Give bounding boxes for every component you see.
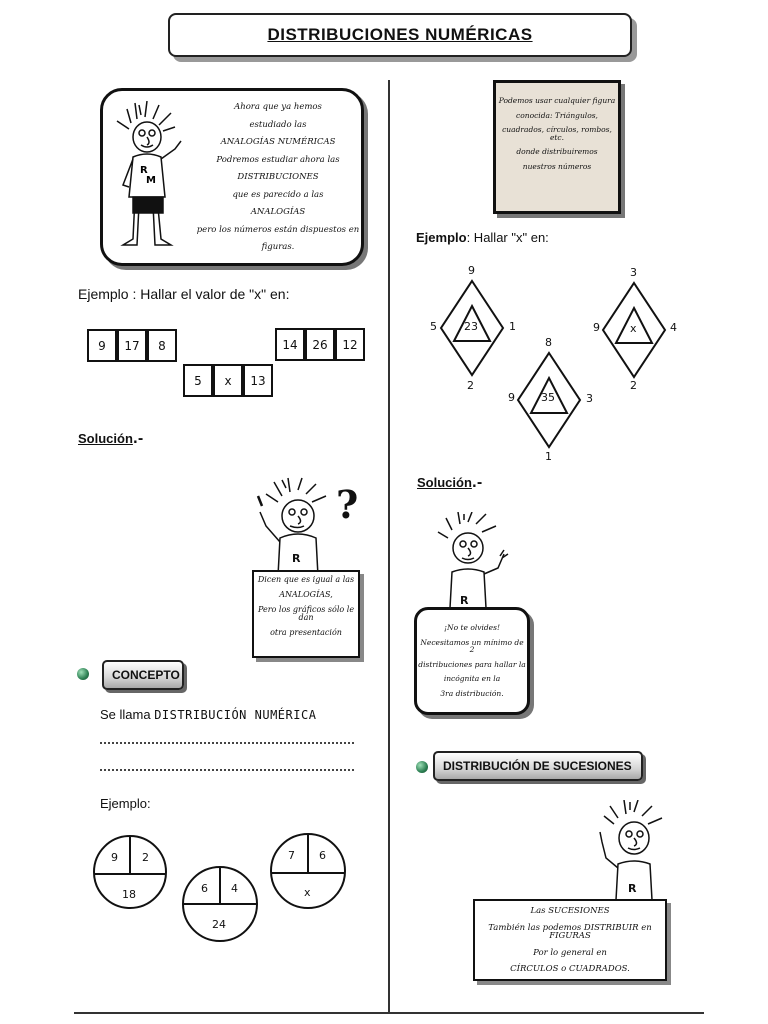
circle-value: 6 bbox=[201, 882, 208, 895]
diamond-value: 3 bbox=[586, 392, 593, 405]
svg-text:R: R bbox=[292, 552, 301, 565]
concept-definition bbox=[100, 707, 316, 722]
example-label-right bbox=[416, 230, 549, 245]
circle-value: 6 bbox=[319, 849, 326, 862]
intro-bubble bbox=[100, 88, 364, 266]
grid-cell: 13 bbox=[243, 364, 273, 397]
concept-text: Se llama bbox=[100, 707, 155, 722]
example-word: Ejemplo bbox=[416, 230, 467, 245]
circle-value: 4 bbox=[231, 882, 238, 895]
intro-line: ANALOGÍAS NUMÉRICAS bbox=[220, 137, 336, 147]
diamond-value: 2 bbox=[630, 379, 637, 392]
grid-cell: x bbox=[213, 364, 243, 397]
intro-line: figuras. bbox=[261, 242, 295, 252]
sequence-line: CÍRCULOS o CUADRADOS. bbox=[510, 964, 630, 974]
intro-text bbox=[195, 103, 361, 252]
bullet-icon bbox=[77, 668, 89, 680]
column-divider bbox=[388, 80, 390, 1014]
analogy-note bbox=[252, 570, 360, 658]
paper-line: cuadrados, círculos, rombos, etc. bbox=[502, 125, 612, 142]
grid-cell: 8 bbox=[147, 329, 177, 362]
circle-distribution-3 bbox=[269, 829, 349, 913]
reminder-line: ¡No te olvides! bbox=[444, 623, 500, 632]
diamond-value: x bbox=[630, 322, 637, 335]
paper-line: conocida: Triángulos, bbox=[516, 110, 598, 120]
student-cartoon-icon bbox=[113, 101, 193, 251]
intro-line: pero los números están dispuestos en bbox=[196, 224, 360, 235]
solution-label-right bbox=[417, 472, 482, 491]
waving-student-icon bbox=[436, 512, 526, 612]
concept-term: DISTRIBUCIÓN NUMÉRICA bbox=[154, 708, 317, 722]
intro-line: Ahora que ya hemos bbox=[234, 102, 322, 112]
grid-cell: 14 bbox=[275, 328, 305, 361]
diamond-value: 9 bbox=[468, 264, 475, 277]
pointing-student-icon bbox=[590, 800, 670, 900]
circle-distribution-1 bbox=[91, 830, 171, 914]
reminder-line: incógnita en la bbox=[443, 674, 501, 683]
circle-value: 24 bbox=[212, 918, 226, 931]
diamond-value: 23 bbox=[464, 320, 478, 333]
example2-label: Ejemplo: bbox=[100, 796, 151, 811]
note-line: ANALOGÍAS, bbox=[279, 590, 333, 599]
intro-line: DISTRIBUCIONES bbox=[237, 172, 319, 182]
example-rest: : Hallar "x" en: bbox=[466, 230, 549, 245]
grid-cell: 12 bbox=[335, 328, 365, 361]
solution-word: Solución bbox=[78, 431, 133, 446]
circle-value: 9 bbox=[111, 851, 118, 864]
svg-text:?: ? bbox=[336, 482, 359, 527]
solution-suffix: .- bbox=[471, 476, 483, 491]
diamond-value: 35 bbox=[541, 391, 555, 404]
reminder-line: 3ra distribución. bbox=[440, 688, 504, 698]
title-banner bbox=[168, 13, 632, 57]
diamond-value: 1 bbox=[545, 450, 552, 463]
circle-value: 2 bbox=[142, 851, 149, 864]
intro-line: ANALOGÍAS bbox=[250, 207, 306, 217]
reminder-line: distribuciones para hallar la bbox=[418, 659, 526, 669]
grid-cell: 26 bbox=[305, 328, 335, 361]
paper-line: nuestros números bbox=[522, 161, 592, 171]
diamond-value: 1 bbox=[509, 320, 516, 333]
blank-line bbox=[100, 742, 354, 744]
bullet-icon bbox=[416, 761, 428, 773]
note-line: otra presentación bbox=[270, 628, 342, 637]
note-line: Pero los gráficos sólo le dan bbox=[257, 605, 355, 622]
diamond-value: 8 bbox=[545, 336, 552, 349]
circle-distribution-2 bbox=[181, 862, 261, 946]
svg-text:R: R bbox=[460, 594, 469, 607]
blank-line bbox=[100, 769, 354, 771]
diamond-value: 9 bbox=[508, 391, 515, 404]
reminder-bubble bbox=[414, 607, 530, 715]
solution-word: Solución bbox=[417, 475, 472, 490]
solution-suffix: .- bbox=[132, 432, 144, 447]
paper-line: Podemos usar cualquier figura bbox=[498, 96, 616, 105]
page-title: DISTRIBUCIONES NUMÉRICAS bbox=[267, 25, 533, 44]
svg-text:M: M bbox=[146, 175, 156, 186]
grid-cell: 9 bbox=[87, 329, 117, 362]
circle-value: 7 bbox=[288, 849, 295, 862]
intro-line: que es parecido a las bbox=[232, 189, 324, 200]
sequence-line: Por lo general en bbox=[533, 947, 607, 958]
circle-value: 18 bbox=[122, 888, 136, 901]
paper-note bbox=[493, 80, 621, 214]
svg-text:R: R bbox=[628, 882, 637, 895]
diamond-value: 4 bbox=[670, 321, 677, 334]
solution-label-left bbox=[78, 428, 143, 447]
reminder-line: Necesitamos un mínimo de 2 bbox=[420, 637, 524, 654]
sequences-pill: DISTRIBUCIÓN DE SUCESIONES bbox=[433, 751, 643, 781]
note-line: Dicen que es igual a las bbox=[257, 575, 355, 584]
diamond-value: 3 bbox=[630, 266, 637, 279]
thinking-student-icon bbox=[252, 476, 362, 576]
concept-pill: CONCEPTO bbox=[102, 660, 184, 690]
svg-text:R: R bbox=[140, 165, 148, 176]
sequences-note bbox=[473, 899, 667, 981]
intro-line: estudiado las bbox=[249, 119, 307, 130]
sequence-line: También las podemos DISTRIBUIR en FIGURAS bbox=[488, 922, 652, 941]
diamond-value: 9 bbox=[593, 321, 600, 334]
circle-value: x bbox=[304, 886, 311, 899]
paper-line: donde distribuiremos bbox=[516, 147, 598, 156]
intro-line: Podremos estudiar ahora las bbox=[216, 154, 340, 165]
example1-label: Ejemplo : Hallar el valor de "x" en: bbox=[78, 286, 290, 302]
bottom-rule bbox=[74, 1012, 704, 1014]
grid-cell: 5 bbox=[183, 364, 213, 397]
sequence-line: Las SUCESIONES bbox=[530, 906, 610, 916]
diamond-value: 2 bbox=[467, 379, 474, 392]
grid-cell: 17 bbox=[117, 329, 147, 362]
diamond-value: 5 bbox=[430, 320, 437, 333]
